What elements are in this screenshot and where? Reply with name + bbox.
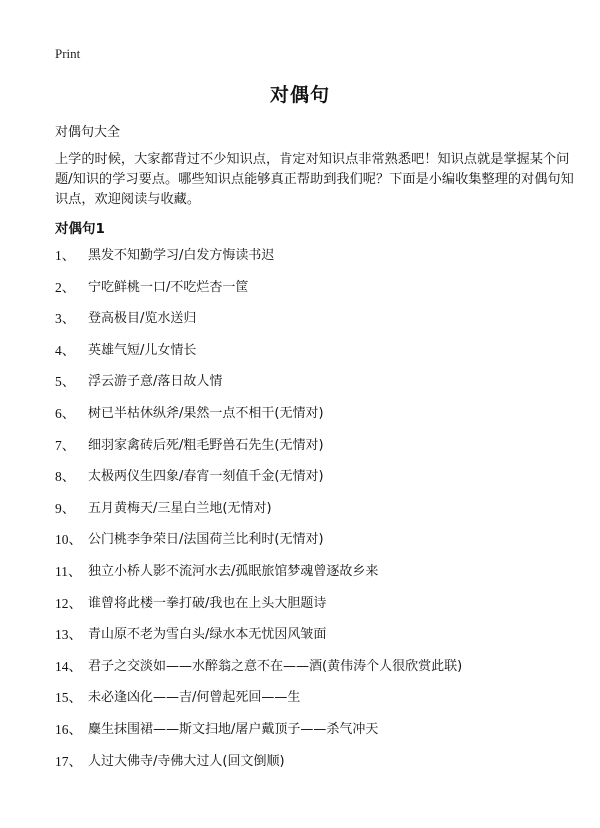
item-number: 9、 [55, 500, 76, 516]
item-number: 17、 [55, 753, 82, 769]
item-number: 1、 [55, 248, 76, 263]
item-text: 未必逢凶化——吉/何曾起死回——生 [88, 690, 301, 706]
page-title: 对偶句 [269, 84, 330, 106]
item-text: 太极两仪生四象/春宵一刻值千金(无情对) [88, 469, 324, 485]
item-number: 3、 [55, 311, 76, 327]
item-text: 登高极目/览水送归 [88, 311, 197, 327]
item-text: 青山原不老为雪白头/绿水本无忧因风皱面 [88, 627, 327, 643]
item-number: 13、 [55, 627, 82, 643]
list-item [55, 562, 462, 594]
item-text: 细羽家禽砖后死/粗毛野兽石先生(无情对) [88, 437, 324, 453]
list-item [55, 625, 462, 657]
item-number: 2、 [55, 279, 76, 295]
item-number: 7、 [55, 437, 76, 453]
item-text: 英雄气短/儿女情长 [88, 342, 197, 358]
item-number: 5、 [55, 374, 76, 390]
list-item [55, 436, 462, 468]
item-number: 12、 [55, 595, 82, 611]
list-item [55, 499, 462, 531]
item-text: 五月黄梅天/三星白兰地(无情对) [88, 500, 272, 516]
list-item [55, 720, 462, 752]
item-text: 谁曾将此楼一拳打破/我也在上头大胆题诗 [88, 595, 327, 611]
intro-paragraph: 上学的时候，大家都背过不少知识点，肯定对知识点非常熟悉吧！知识点就是掌握某个问题/知识的学习要点。哪些知识点能够真正帮助到我们呢？下面是小编收集整理的对偶句知识点，欢迎阅读与收藏。 [55, 152, 574, 207]
item-number: 14、 [55, 658, 82, 674]
section-heading: 对偶句1 [55, 221, 105, 237]
item-text: 麋生抹围裙——斯文扫地/屠户戴顶子——杀气冲天 [88, 721, 379, 737]
list-item [55, 530, 462, 562]
item-text: 独立小桥人影不流河水去/孤眠旅馆梦魂曾逐故乡来 [88, 563, 379, 579]
item-number: 10、 [55, 532, 82, 548]
item-number: 11、 [55, 563, 82, 579]
item-number: 4、 [55, 342, 76, 358]
list-item [55, 341, 462, 373]
item-text: 宁吃鲜桃一口/不吃烂杏一筐 [88, 279, 249, 295]
couplet-list [55, 246, 462, 783]
print-label: Print [55, 46, 81, 61]
list-item [55, 404, 462, 436]
document-subtitle: 对偶句大全 [55, 125, 121, 140]
item-text: 树已半枯休纵斧/果然一点不相干(无情对) [88, 405, 324, 421]
list-item [55, 467, 462, 499]
list-item [55, 594, 462, 626]
item-text: 公门桃李争荣日/法国荷兰比利时(无情对) [88, 532, 324, 548]
item-number: 16、 [55, 721, 82, 737]
list-item [55, 372, 462, 404]
item-text: 人过大佛寺/寺佛大过人(回文倒顺) [88, 753, 285, 769]
item-text: 黑发不知勤学习/白发方悔读书迟 [88, 248, 275, 263]
list-item [55, 246, 462, 278]
list-item [55, 657, 462, 689]
list-item [55, 752, 462, 784]
list-item [55, 688, 462, 720]
list-item [55, 309, 462, 341]
item-number: 15、 [55, 690, 82, 706]
item-number: 6、 [55, 405, 76, 421]
list-item [55, 278, 462, 310]
item-text: 君子之交淡如——水醉翁之意不在——酒(黄伟涛个人很欣赏此联) [88, 658, 463, 674]
item-text: 浮云游子意/落日故人情 [88, 374, 223, 390]
item-number: 8、 [55, 469, 76, 485]
